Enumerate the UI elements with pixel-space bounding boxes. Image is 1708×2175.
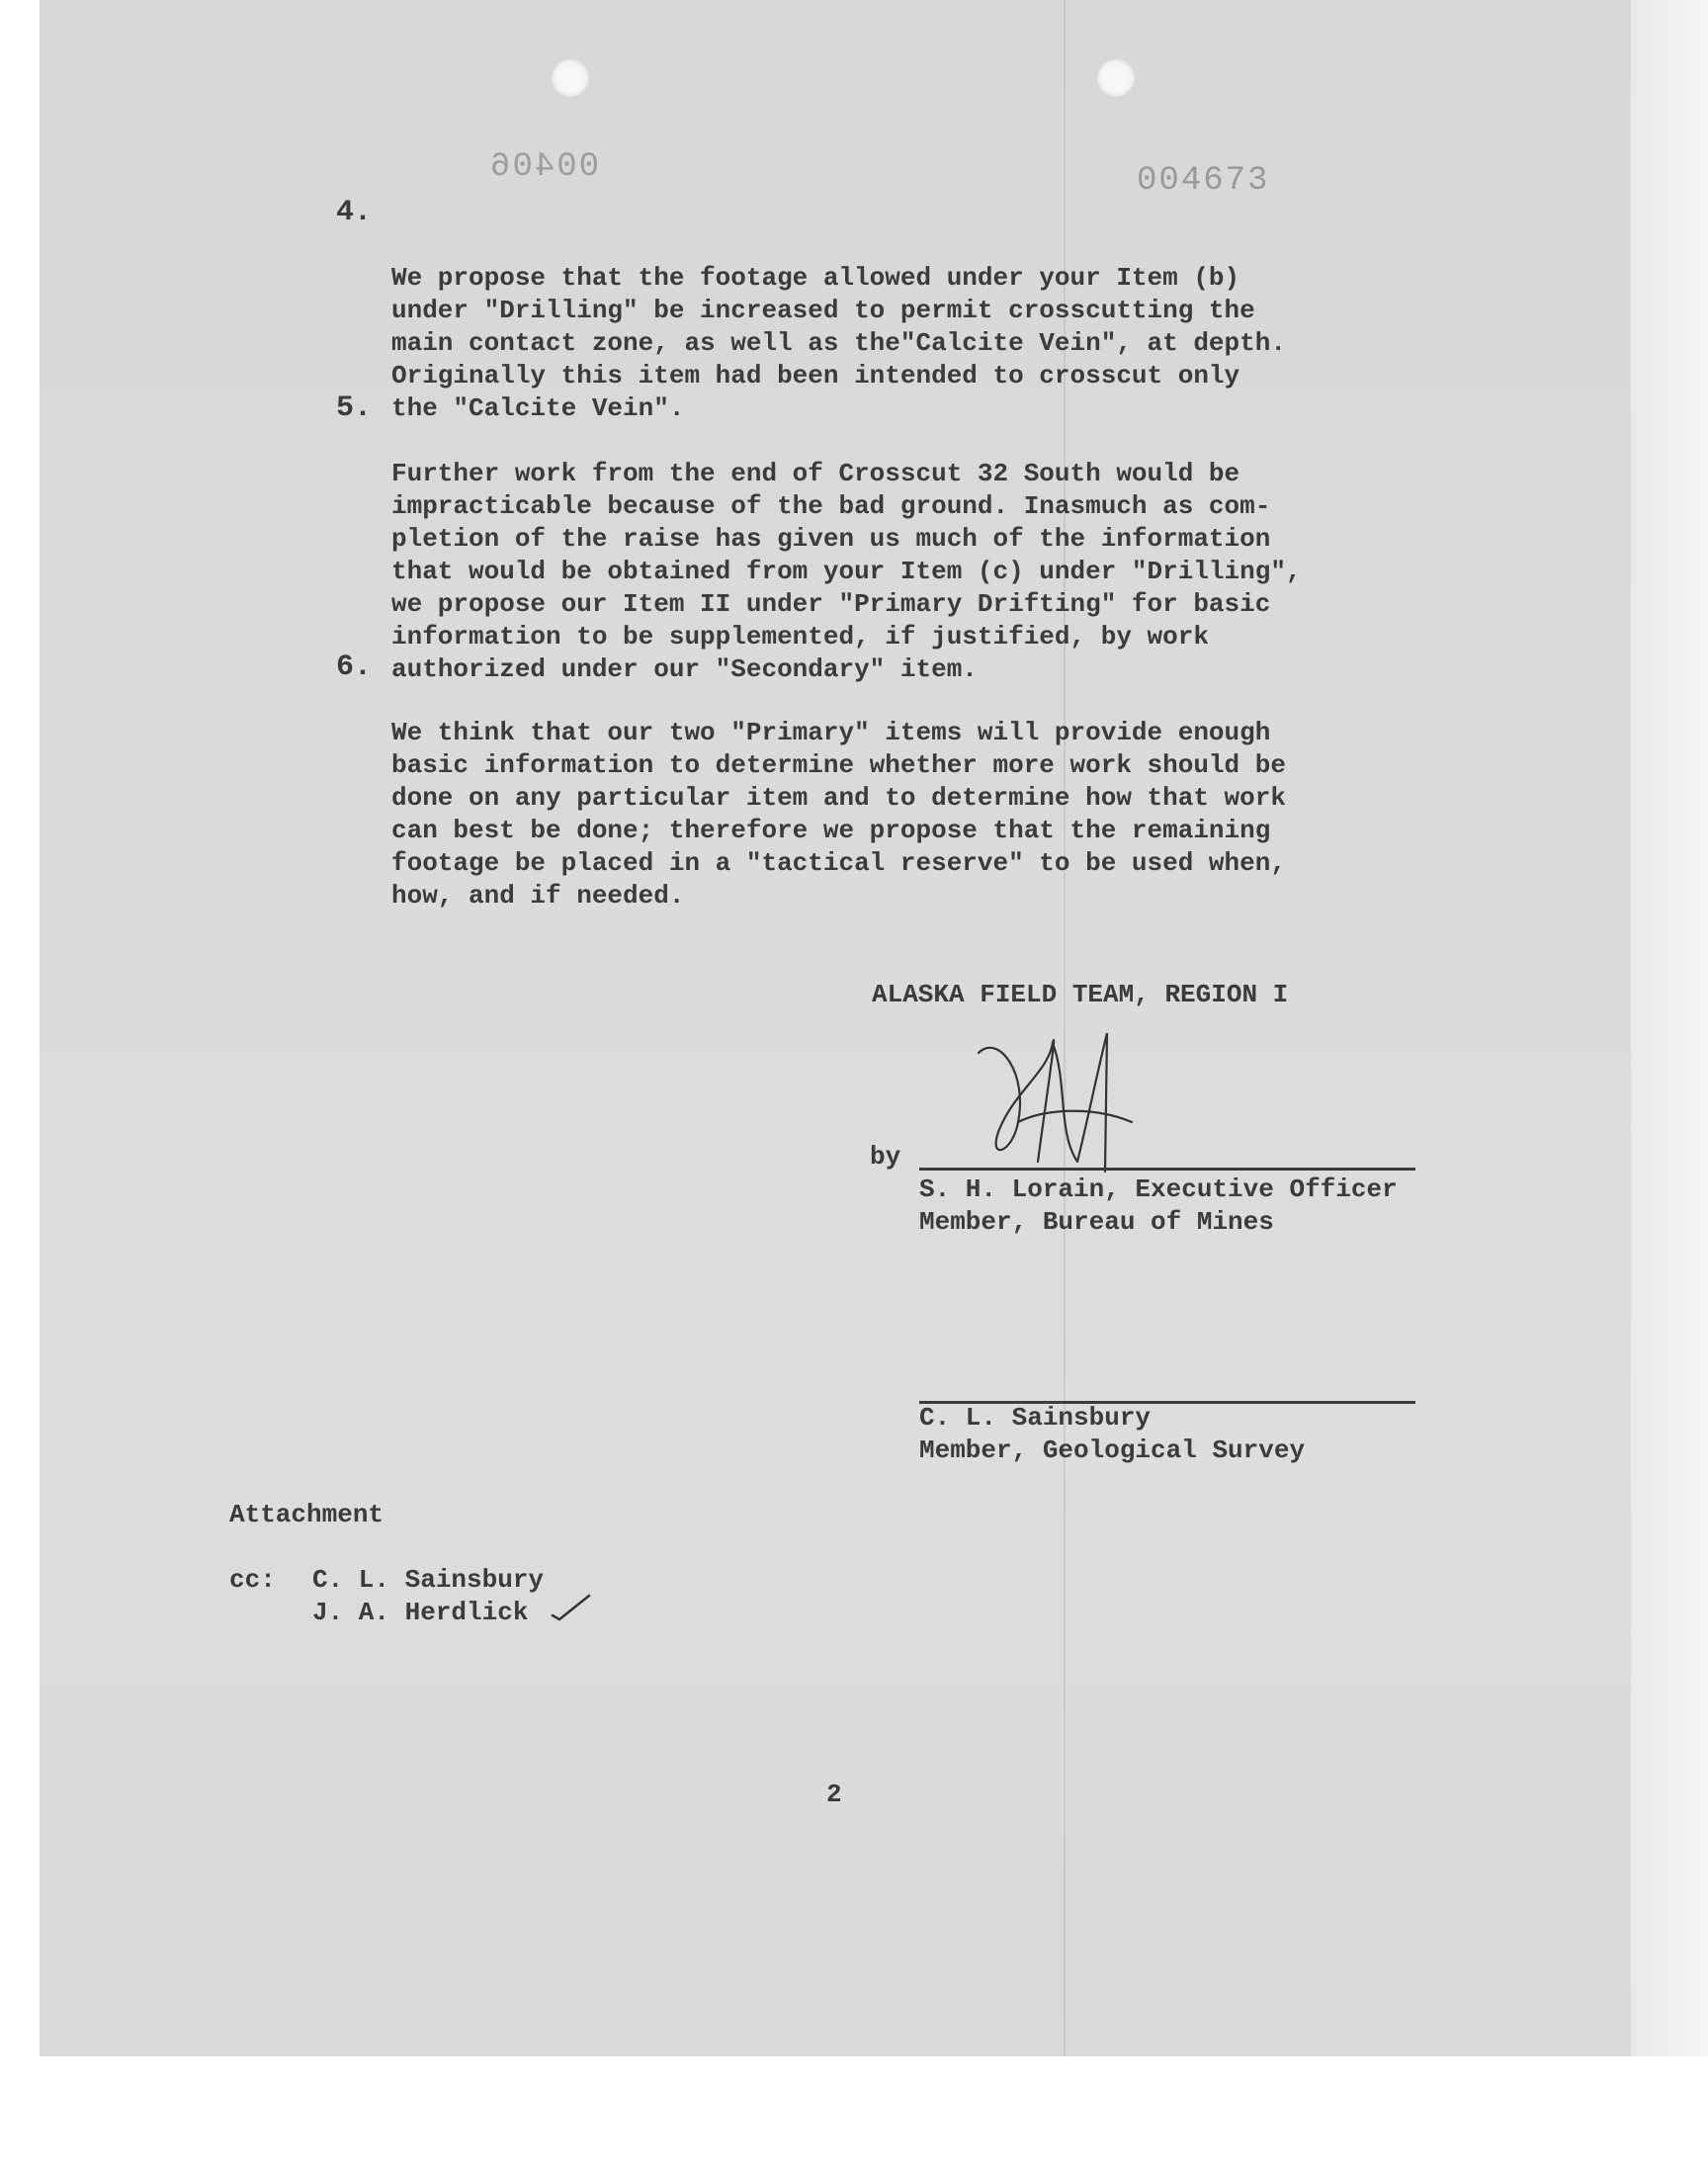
signer1-title: Member, Bureau of Mines: [919, 1207, 1274, 1237]
signature-line-1: [919, 1168, 1415, 1171]
by-label: by: [870, 1142, 901, 1172]
signer2-title: Member, Geological Survey: [919, 1436, 1306, 1465]
item-number: 4.: [336, 196, 373, 229]
paragraph-item-6: [336, 651, 1429, 913]
team-name: ALASKA FIELD TEAM, REGION I: [872, 980, 1289, 1009]
archive-stamp-left: 00406: [488, 148, 600, 186]
page-number: 2: [826, 1780, 842, 1809]
signer2-name: C. L. Sainsbury: [919, 1403, 1152, 1433]
item-text: We propose that the footage allowed under your Item (b) under "Drilling" be increased to permit crosscutting the main contact zone, as well as the"Calcite Vein", at depth. Originally this item had been intended to crosscut only the "Calcite Vein".: [391, 263, 1286, 423]
cc-recipient-1: C. L. Sainsbury: [312, 1565, 545, 1595]
item-number: 6.: [336, 651, 373, 684]
cc-recipient-2: J. A. Herdlick: [312, 1598, 529, 1627]
item-text: We think that our two "Primary" items will provide enough basic information to determine whether more work should be done on any particular item and to determine how that work can best be done; therefore we propose that the remaining footage be placed in a "tactical reserve" to be used when, how, and if needed.: [391, 718, 1286, 911]
scan-bottom-margin: [0, 2056, 1708, 2175]
punch-hole-right: [1097, 59, 1135, 97]
item-text: Further work from the end of Crosscut 32 South would be impracticable because of the bad ground. Inasmuch as com- pletion of the raise has given us much of the information that would be obtained from your Item (c) under "Drilling", we propose our Item II under "Primary Drifting" for basic information to be supplemented, if justified, by work authorized under our "Secondary" item.: [391, 459, 1302, 684]
cc-label: cc:: [229, 1565, 276, 1595]
signer1-name: S. H. Lorain, Executive Officer: [919, 1174, 1398, 1204]
punch-hole-left: [552, 59, 589, 97]
attachment-label: Attachment: [229, 1500, 384, 1529]
item-number: 5.: [336, 392, 373, 425]
paragraph-item-5: [336, 392, 1429, 686]
check-mark-icon: [550, 1592, 593, 1621]
archive-stamp-right: 004673: [1137, 162, 1270, 200]
page-edge: [1631, 0, 1708, 2056]
paragraph-item-4: [336, 196, 1429, 425]
handwritten-signature: [959, 1013, 1166, 1186]
